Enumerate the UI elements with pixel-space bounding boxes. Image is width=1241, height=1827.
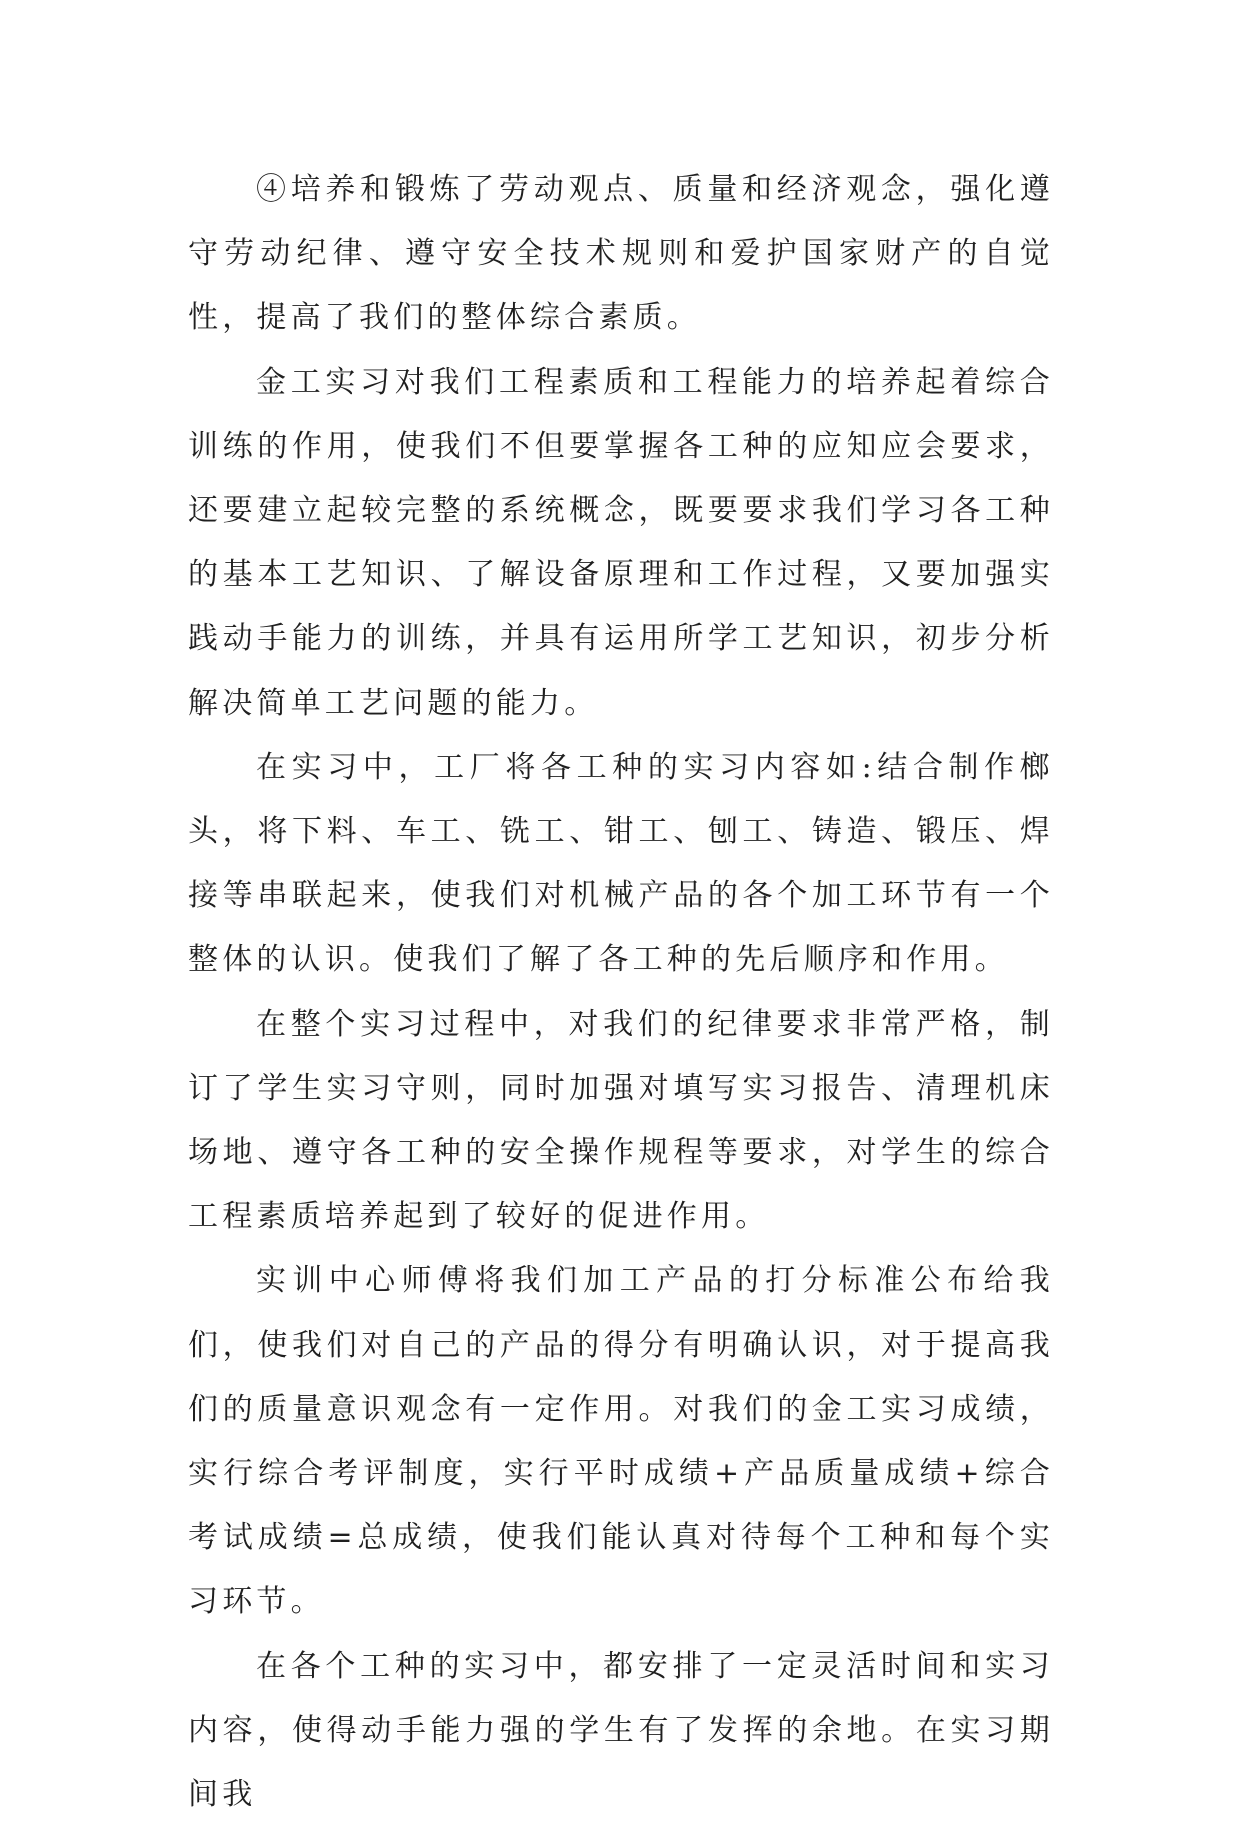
paragraph-5: 实训中心师傅将我们加工产品的打分标准公布给我们，使我们对自己的产品的得分有明确认识，对于提高我们的质量意识观念有一定作用。对我们的金工实习成绩，实行综合考评制度，实行平时成绩+产品质量成绩+综合考试成绩=总成绩，使我们能认真对待每个工种和每个实习环节。 [188,1263,1054,1620]
paragraph-4: 在整个实习过程中，对我们的纪律要求非常严格，制订了学生实习守则，同时加强对填写实习报告、清理机床场地、遵守各工种的安全操作规程等要求，对学生的综合工程素质培养起到了较好的促进作用。 [188,1006,1054,1235]
paragraph-6: 在各个工种的实习中，都安排了一定灵活时间和实习内容，使得动手能力强的学生有了发挥的余地。在实习期间我 [188,1648,1054,1813]
document-body [188,158,1054,1827]
paragraph-3: 在实习中，工厂将各工种的实习内容如:结合制作榔头，将下料、车工、铣工、钳工、刨工、铸造、锻压、焊接等串联起来，使我们对机械产品的各个加工环节有一个整体的认识。使我们了解了各工种的先后顺序和作用。 [188,749,1054,978]
paragraph-1: ④培养和锻炼了劳动观点、质量和经济观念，强化遵守劳动纪律、遵守安全技术规则和爱护国家财产的自觉性，提高了我们的整体综合素质。 [188,172,1054,336]
paragraph-2: 金工实习对我们工程素质和工程能力的培养起着综合训练的作用，使我们不但要掌握各工种的应知应会要求，还要建立起较完整的系统概念，既要要求我们学习各工种的基本工艺知识、了解设备原理和工作过程，又要加强实践动手能力的训练，并具有运用所学工艺知识，初步分析解决简单工艺问题的能力。 [188,364,1054,721]
